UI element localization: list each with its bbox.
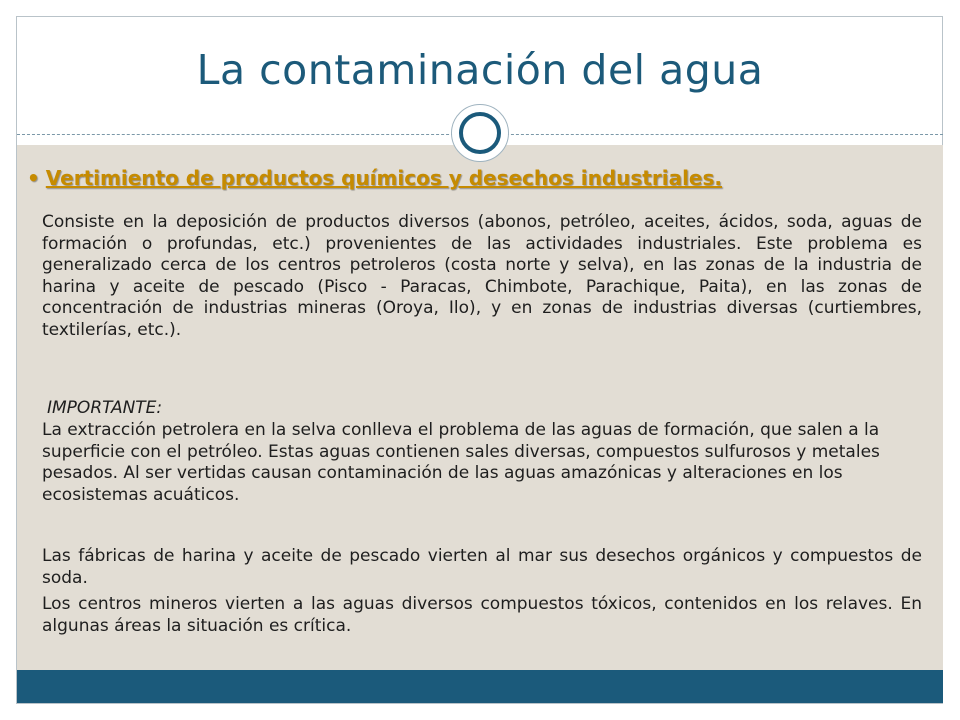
bullet-heading-text: Vertimiento de productos químicos y desechos industriales. [45, 166, 722, 190]
ring-ornament-icon [451, 104, 509, 162]
important-label: IMPORTANTE: [47, 398, 163, 418]
paragraph-centros-mineros: Los centros mineros vierten a las aguas diversos compuestos tóxicos, contenidos en los relaves. En algunas áreas la situación es crítica. [42, 594, 922, 636]
footer-bar [17, 670, 943, 703]
slide-title: La contaminación del agua [196, 46, 764, 94]
ring-inner [459, 112, 501, 154]
bullet-dot-icon: • [27, 166, 40, 190]
bullet-heading [27, 166, 722, 190]
paragraph-fabricas-harina: Las fábricas de harina y aceite de pescado vierten al mar sus desechos orgánicos y compuestos de soda. [42, 546, 922, 588]
paragraph-extraccion-petrolera: La extracción petrolera en la selva conlleva el problema de las aguas de formación, que salen a la superficie con el petróleo. Estas aguas contienen sales diversas, compuestos sulfurosos y metales pesados. Al ser vertidas causan contaminación de las aguas amazónicas y alteraciones en los ecosistemas acuáticos. [42, 420, 880, 505]
paragraph-deposicion: Consiste en la deposición de productos diversos (abonos, petróleo, aceites, ácidos, soda, aguas de formación o profundas, etc.) provenientes de las actividades industriales. Este problema es generalizado cerca de los centros petroleros (costa norte y selva), en las zonas de la industria de harina y aceite de pescado (Pisco - Paracas, Chimbote, Parachique, Paita), en las zonas de concentración de industrias mineras (Oroya, Ilo), y en zonas de industrias diversas (curtiembres, textilerías, etc.). [42, 212, 922, 340]
